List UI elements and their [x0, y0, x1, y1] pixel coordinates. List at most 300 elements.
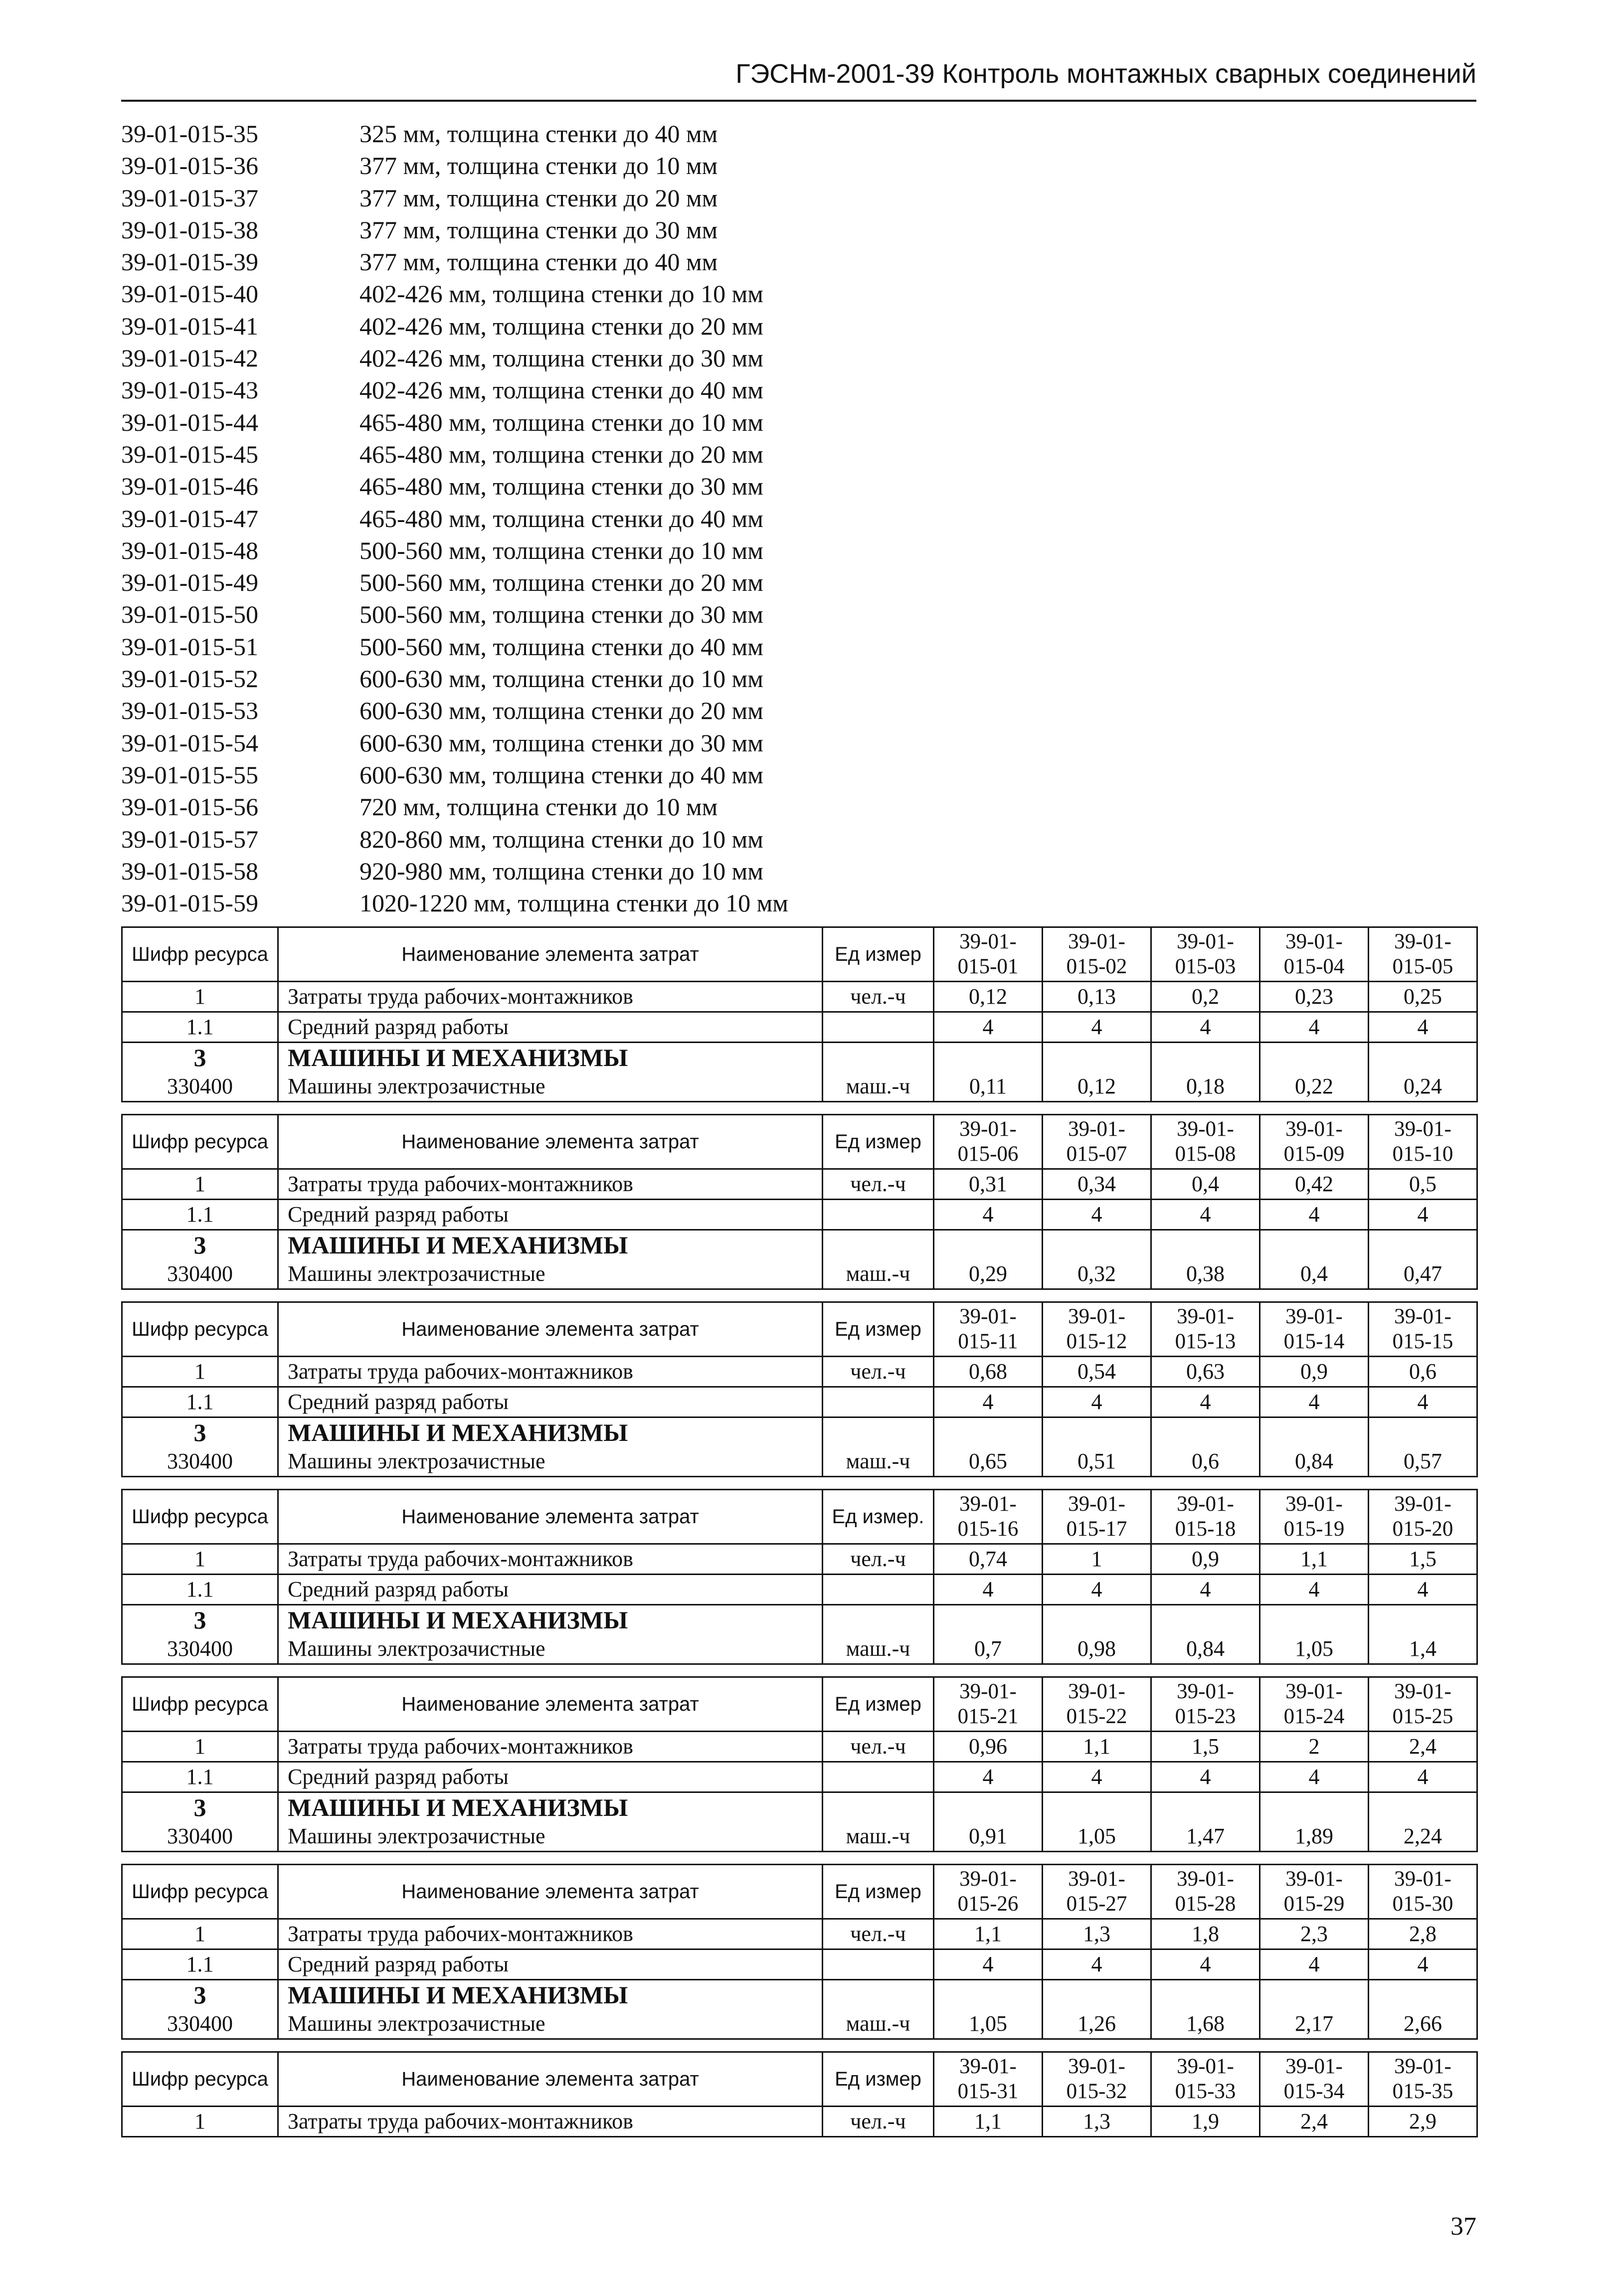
resource-unit — [823, 1762, 934, 1792]
norm-code-suffix: 015-24 — [1283, 1705, 1345, 1728]
resource-name: Средний разряд работы — [278, 1949, 823, 1980]
table-row-labor — [122, 982, 1477, 1012]
labor-value: 1,1 — [1260, 1544, 1369, 1575]
code-list-desc: 465-480 мм, толщина стенки до 30 мм — [359, 472, 763, 501]
table-row-machines-heading — [122, 1605, 1477, 1635]
code-list-item — [121, 246, 969, 278]
empty-cell — [823, 1417, 934, 1447]
labor-value: 1,9 — [1151, 2107, 1260, 2137]
col-header-norm-code — [1151, 927, 1260, 982]
code-list-code: 39-01-015-56 — [121, 793, 258, 821]
machine-value: 0,22 — [1260, 1072, 1369, 1102]
col-header-norm-code — [934, 1490, 1043, 1544]
col-header-unit: Ед измер — [823, 1302, 934, 1357]
grade-value: 4 — [1369, 1949, 1477, 1980]
col-header-norm-code — [934, 1865, 1043, 1919]
grade-value: 4 — [1369, 1762, 1477, 1792]
machine-value: 0,98 — [1043, 1634, 1151, 1664]
code-list-code: 39-01-015-37 — [121, 183, 258, 212]
empty-cell — [1043, 1980, 1151, 2010]
col-header-code: Шифр ресурса — [122, 927, 278, 982]
norm-code-prefix: 39-01- — [1177, 1305, 1234, 1328]
resource-code: 1.1 — [122, 1200, 278, 1230]
col-header-name: Наименование элемента затрат — [278, 2052, 823, 2107]
machine-value: 0,57 — [1369, 1447, 1477, 1477]
empty-cell — [934, 1605, 1043, 1635]
running-header — [121, 54, 1476, 102]
col-header-norm-code — [1151, 1115, 1260, 1169]
code-list-item — [121, 406, 969, 438]
code-list-item — [121, 182, 969, 214]
labor-value: 0,5 — [1369, 1169, 1477, 1200]
machine-value: 1,05 — [934, 2009, 1043, 2039]
code-list-item — [121, 118, 969, 150]
empty-cell — [1260, 1043, 1369, 1072]
resource-name: Машины электрозачистные — [278, 2009, 823, 2039]
norm-code-suffix: 015-34 — [1283, 2080, 1345, 2103]
table-row-labor — [122, 1919, 1477, 1949]
running-header-title: ГЭСНм-2001-39 Контроль монтажных сварных соединений — [735, 59, 1476, 89]
norm-code-suffix: 015-31 — [957, 2080, 1019, 2103]
resource-name: Средний разряд работы — [278, 1575, 823, 1605]
machine-value: 0,84 — [1260, 1447, 1369, 1477]
col-header-norm-code — [934, 2052, 1043, 2107]
empty-cell — [934, 1230, 1043, 1260]
norm-code-suffix: 015-27 — [1066, 1892, 1127, 1916]
table-row-grade — [122, 1575, 1477, 1605]
code-list-desc: 600-630 мм, толщина стенки до 40 мм — [359, 760, 763, 789]
table-row-labor — [122, 1544, 1477, 1575]
norm-code-prefix: 39-01- — [959, 1867, 1017, 1891]
code-list-item — [121, 503, 969, 534]
resource-name: Машины электрозачистные — [278, 1259, 823, 1289]
resource-code: 330400 — [122, 1259, 278, 1289]
code-list-item — [121, 374, 969, 406]
machine-value: 0,18 — [1151, 1072, 1260, 1102]
code-list-item — [121, 727, 969, 759]
resource-unit: маш.-ч — [823, 1447, 934, 1477]
code-list-code: 39-01-015-51 — [121, 632, 258, 661]
col-header-unit: Ед измер — [823, 1865, 934, 1919]
grade-value: 4 — [934, 1949, 1043, 1980]
table-row-machines — [122, 1447, 1477, 1477]
grade-value: 4 — [1151, 1575, 1260, 1605]
norm-code-prefix: 39-01- — [1068, 1305, 1125, 1328]
empty-cell — [1151, 1043, 1260, 1072]
table-header-row — [122, 1677, 1477, 1732]
empty-cell — [1260, 1980, 1369, 2010]
code-list-code: 39-01-015-57 — [121, 825, 258, 853]
norm-code-prefix: 39-01- — [1285, 930, 1343, 953]
resource-unit: маш.-ч — [823, 2009, 934, 2039]
empty-cell — [934, 1043, 1043, 1072]
table-row-labor — [122, 1732, 1477, 1762]
machine-value: 1,89 — [1260, 1822, 1369, 1852]
resource-unit: маш.-ч — [823, 1634, 934, 1664]
norm-code-prefix: 39-01- — [1177, 1117, 1234, 1141]
code-list — [121, 118, 969, 919]
empty-cell — [1369, 1792, 1477, 1822]
resource-unit — [823, 1575, 934, 1605]
table-row-grade — [122, 1387, 1477, 1417]
empty-cell — [1369, 1043, 1477, 1072]
code-list-desc: 377 мм, толщина стенки до 20 мм — [359, 183, 718, 212]
code-list-code: 39-01-015-40 — [121, 280, 258, 308]
table-row-machines — [122, 1259, 1477, 1289]
norm-code-prefix: 39-01- — [1394, 1492, 1451, 1516]
resource-code: 1.1 — [122, 1575, 278, 1605]
col-header-norm-code — [934, 1302, 1043, 1357]
code-list-item — [121, 695, 969, 726]
labor-value: 0,9 — [1260, 1357, 1369, 1387]
code-list-code: 39-01-015-50 — [121, 600, 258, 629]
col-header-unit: Ед измер — [823, 1677, 934, 1732]
table-row-labor — [122, 1169, 1477, 1200]
machine-value: 0,6 — [1151, 1447, 1260, 1477]
labor-value: 0,74 — [934, 1544, 1043, 1575]
resource-name: Средний разряд работы — [278, 1012, 823, 1043]
norm-code-prefix: 39-01- — [959, 1680, 1017, 1703]
labor-value: 1,1 — [1043, 1732, 1151, 1762]
norm-code-prefix: 39-01- — [1394, 1117, 1451, 1141]
table-row-machines — [122, 1634, 1477, 1664]
norm-code-prefix: 39-01- — [959, 1117, 1017, 1141]
resource-code: 330400 — [122, 1822, 278, 1852]
code-list-item — [121, 855, 969, 887]
col-header-norm-code — [1369, 1490, 1477, 1544]
empty-cell — [823, 1230, 934, 1260]
table-header-row — [122, 1115, 1477, 1169]
col-header-norm-code — [1260, 927, 1369, 982]
table-row-grade — [122, 1762, 1477, 1792]
norm-code-prefix: 39-01- — [1285, 1680, 1343, 1703]
col-header-norm-code — [1260, 2052, 1369, 2107]
resource-code: 1 — [122, 1544, 278, 1575]
grade-value: 4 — [1043, 1762, 1151, 1792]
resource-name: Затраты труда рабочих-монтажников — [278, 2107, 823, 2137]
col-header-code: Шифр ресурса — [122, 1115, 278, 1169]
grade-value: 4 — [1151, 1200, 1260, 1230]
norm-code-prefix: 39-01- — [959, 1305, 1017, 1328]
machine-value: 0,32 — [1043, 1259, 1151, 1289]
norm-code-prefix: 39-01- — [959, 2055, 1017, 2078]
machine-value: 0,7 — [934, 1634, 1043, 1664]
col-header-name: Наименование элемента затрат — [278, 1115, 823, 1169]
grade-value: 4 — [1043, 1949, 1151, 1980]
norm-code-suffix: 015-21 — [957, 1705, 1019, 1728]
empty-cell — [1043, 1230, 1151, 1260]
col-header-unit: Ед измер — [823, 1115, 934, 1169]
norm-table — [121, 1489, 1478, 1665]
labor-value: 0,2 — [1151, 982, 1260, 1012]
code-list-desc: 465-480 мм, толщина стенки до 20 мм — [359, 440, 763, 468]
norm-table — [121, 1114, 1478, 1290]
table-row-machines-heading — [122, 1792, 1477, 1822]
norm-code-suffix: 015-25 — [1392, 1705, 1453, 1728]
empty-cell — [1369, 1605, 1477, 1635]
grade-value: 4 — [1151, 1762, 1260, 1792]
col-header-name: Наименование элемента затрат — [278, 1302, 823, 1357]
grade-value: 4 — [1369, 1012, 1477, 1043]
norm-code-suffix: 015-13 — [1175, 1330, 1236, 1353]
code-list-desc: 920-980 мм, толщина стенки до 10 мм — [359, 857, 763, 885]
machine-value: 0,38 — [1151, 1259, 1260, 1289]
col-header-code: Шифр ресурса — [122, 2052, 278, 2107]
code-list-desc: 500-560 мм, толщина стенки до 30 мм — [359, 600, 763, 629]
code-list-item — [121, 534, 969, 566]
machine-value: 0,24 — [1369, 1072, 1477, 1102]
col-header-unit: Ед измер. — [823, 1490, 934, 1544]
grade-value: 4 — [1260, 1012, 1369, 1043]
code-list-desc: 465-480 мм, толщина стенки до 10 мм — [359, 408, 763, 436]
resource-name: Затраты труда рабочих-монтажников — [278, 1732, 823, 1762]
code-list-desc: 465-480 мм, толщина стенки до 40 мм — [359, 504, 763, 532]
norm-code-suffix: 015-20 — [1392, 1517, 1453, 1541]
machine-value: 0,91 — [934, 1822, 1043, 1852]
labor-value: 1,1 — [934, 2107, 1043, 2137]
resource-unit — [823, 1949, 934, 1980]
norm-code-suffix: 015-35 — [1392, 2080, 1453, 2103]
code-list-desc: 500-560 мм, толщина стенки до 20 мм — [359, 568, 763, 597]
grade-value: 4 — [1369, 1575, 1477, 1605]
empty-cell — [1043, 1417, 1151, 1447]
code-list-desc: 402-426 мм, толщина стенки до 20 мм — [359, 312, 763, 340]
labor-value: 0,4 — [1151, 1169, 1260, 1200]
col-header-norm-code — [1369, 1302, 1477, 1357]
labor-value: 0,9 — [1151, 1544, 1260, 1575]
code-list-item — [121, 887, 969, 919]
resource-code: 3 — [122, 1980, 278, 2010]
norm-code-prefix: 39-01- — [1068, 1680, 1125, 1703]
table-header-row — [122, 2052, 1477, 2107]
resource-unit: чел.-ч — [823, 1544, 934, 1575]
code-list-code: 39-01-015-52 — [121, 665, 258, 693]
code-list-item — [121, 631, 969, 663]
grade-value: 4 — [1043, 1387, 1151, 1417]
code-list-item — [121, 823, 969, 855]
grade-value: 4 — [1369, 1387, 1477, 1417]
norm-code-prefix: 39-01- — [1285, 2055, 1343, 2078]
grade-value: 4 — [934, 1762, 1043, 1792]
resource-name: Машины электрозачистные — [278, 1634, 823, 1664]
table-row-machines-heading — [122, 1417, 1477, 1447]
resource-unit: чел.-ч — [823, 982, 934, 1012]
col-header-norm-code — [1260, 1302, 1369, 1357]
resource-unit: маш.-ч — [823, 1072, 934, 1102]
norm-code-prefix: 39-01- — [1394, 1305, 1451, 1328]
col-header-norm-code — [1151, 1490, 1260, 1544]
col-header-norm-code — [1151, 1677, 1260, 1732]
labor-value: 0,54 — [1043, 1357, 1151, 1387]
norm-code-suffix: 015-02 — [1066, 955, 1127, 978]
col-header-unit: Ед измер — [823, 2052, 934, 2107]
code-list-code: 39-01-015-44 — [121, 408, 258, 436]
norm-code-suffix: 015-06 — [957, 1142, 1019, 1166]
code-list-code: 39-01-015-53 — [121, 697, 258, 725]
table-row-machines — [122, 1822, 1477, 1852]
resource-code: 1.1 — [122, 1949, 278, 1980]
col-header-norm-code — [934, 927, 1043, 982]
code-list-code: 39-01-015-46 — [121, 472, 258, 501]
resource-code: 1.1 — [122, 1012, 278, 1043]
col-header-norm-code — [1043, 1677, 1151, 1732]
norm-code-suffix: 015-19 — [1283, 1517, 1345, 1541]
col-header-code: Шифр ресурса — [122, 1677, 278, 1732]
grade-value: 4 — [1043, 1575, 1151, 1605]
norm-code-prefix: 39-01- — [1068, 1492, 1125, 1516]
resource-unit: чел.-ч — [823, 2107, 934, 2137]
grade-value: 4 — [1260, 1387, 1369, 1417]
code-list-code: 39-01-015-54 — [121, 728, 258, 757]
norm-code-suffix: 015-03 — [1175, 955, 1236, 978]
resource-unit: чел.-ч — [823, 1919, 934, 1949]
norm-code-suffix: 015-26 — [957, 1892, 1019, 1916]
col-header-norm-code — [1043, 1115, 1151, 1169]
page-number: 37 — [1450, 2212, 1476, 2241]
resource-name: Средний разряд работы — [278, 1387, 823, 1417]
code-list-desc: 1020-1220 мм, толщина стенки до 10 мм — [359, 889, 788, 917]
empty-cell — [1369, 1417, 1477, 1447]
norm-code-suffix: 015-16 — [957, 1517, 1019, 1541]
empty-cell — [1151, 1230, 1260, 1260]
code-list-code: 39-01-015-58 — [121, 857, 258, 885]
resource-unit: чел.-ч — [823, 1169, 934, 1200]
resource-code: 1.1 — [122, 1762, 278, 1792]
code-list-code: 39-01-015-55 — [121, 760, 258, 789]
machine-value: 1,68 — [1151, 2009, 1260, 2039]
grade-value: 4 — [934, 1575, 1043, 1605]
empty-cell — [934, 1417, 1043, 1447]
resource-name: Затраты труда рабочих-монтажников — [278, 982, 823, 1012]
col-header-code: Шифр ресурса — [122, 1865, 278, 1919]
grade-value: 4 — [1260, 1575, 1369, 1605]
col-header-code: Шифр ресурса — [122, 1302, 278, 1357]
code-list-item — [121, 310, 969, 342]
machine-value: 1,05 — [1260, 1634, 1369, 1664]
labor-value: 0,42 — [1260, 1169, 1369, 1200]
resource-name: Машины электрозачистные — [278, 1072, 823, 1102]
code-list-code: 39-01-015-42 — [121, 344, 258, 372]
norm-code-prefix: 39-01- — [1394, 2055, 1451, 2078]
table-row-machines-heading — [122, 1230, 1477, 1260]
code-list-code: 39-01-015-59 — [121, 889, 258, 917]
resource-code: 3 — [122, 1605, 278, 1635]
labor-value: 2,4 — [1260, 2107, 1369, 2137]
col-header-norm-code — [1043, 1865, 1151, 1919]
code-list-desc: 500-560 мм, толщина стенки до 40 мм — [359, 632, 763, 661]
labor-value: 2,4 — [1369, 1732, 1477, 1762]
empty-cell — [1369, 1230, 1477, 1260]
resource-unit: чел.-ч — [823, 1357, 934, 1387]
code-list-desc: 720 мм, толщина стенки до 10 мм — [359, 793, 718, 821]
labor-value: 1,1 — [934, 1919, 1043, 1949]
code-list-desc: 377 мм, толщина стенки до 30 мм — [359, 215, 718, 244]
col-header-norm-code — [1043, 927, 1151, 982]
col-header-unit: Ед измер — [823, 927, 934, 982]
machine-value: 0,4 — [1260, 1259, 1369, 1289]
machine-value: 1,47 — [1151, 1822, 1260, 1852]
norm-code-prefix: 39-01- — [959, 1492, 1017, 1516]
norm-code-suffix: 015-33 — [1175, 2080, 1236, 2103]
grade-value: 4 — [1260, 1762, 1369, 1792]
code-list-desc: 377 мм, толщина стенки до 10 мм — [359, 152, 718, 180]
resource-name: Затраты труда рабочих-монтажников — [278, 1357, 823, 1387]
section-heading: МАШИНЫ И МЕХАНИЗМЫ — [278, 1792, 823, 1822]
code-list-item — [121, 438, 969, 470]
empty-cell — [1043, 1792, 1151, 1822]
labor-value: 0,6 — [1369, 1357, 1477, 1387]
col-header-norm-code — [1369, 1865, 1477, 1919]
norm-code-prefix: 39-01- — [1394, 930, 1451, 953]
machine-value: 0,11 — [934, 1072, 1043, 1102]
col-header-name: Наименование элемента затрат — [278, 927, 823, 982]
norm-code-prefix: 39-01- — [1177, 1867, 1234, 1891]
section-heading: МАШИНЫ И МЕХАНИЗМЫ — [278, 1605, 823, 1635]
grade-value: 4 — [1151, 1949, 1260, 1980]
code-list-code: 39-01-015-41 — [121, 312, 258, 340]
labor-value: 1,8 — [1151, 1919, 1260, 1949]
col-header-norm-code — [1043, 1302, 1151, 1357]
norm-table — [121, 2051, 1478, 2137]
norm-code-prefix: 39-01- — [959, 930, 1017, 953]
machine-value: 0,29 — [934, 1259, 1043, 1289]
norm-code-prefix: 39-01- — [1177, 930, 1234, 953]
code-list-item — [121, 278, 969, 310]
labor-value: 0,25 — [1369, 982, 1477, 1012]
resource-code: 330400 — [122, 1634, 278, 1664]
norm-code-suffix: 015-05 — [1392, 955, 1453, 978]
col-header-norm-code — [934, 1677, 1043, 1732]
grade-value: 4 — [934, 1012, 1043, 1043]
norm-code-prefix: 39-01- — [1177, 2055, 1234, 2078]
machine-value: 0,47 — [1369, 1259, 1477, 1289]
machine-value: 1,4 — [1369, 1634, 1477, 1664]
empty-cell — [1043, 1043, 1151, 1072]
labor-value: 0,23 — [1260, 982, 1369, 1012]
norm-code-prefix: 39-01- — [1068, 1867, 1125, 1891]
col-header-norm-code — [1043, 2052, 1151, 2107]
norm-code-prefix: 39-01- — [1068, 2055, 1125, 2078]
code-list-code: 39-01-015-39 — [121, 248, 258, 276]
labor-value: 1,3 — [1043, 1919, 1151, 1949]
empty-cell — [1043, 1605, 1151, 1635]
norm-code-prefix: 39-01- — [1285, 1492, 1343, 1516]
machine-value: 1,05 — [1043, 1822, 1151, 1852]
grade-value: 4 — [1260, 1200, 1369, 1230]
empty-cell — [934, 1792, 1043, 1822]
code-list-desc: 600-630 мм, толщина стенки до 30 мм — [359, 728, 763, 757]
resource-code: 1 — [122, 982, 278, 1012]
code-list-desc: 377 мм, толщина стенки до 40 мм — [359, 248, 718, 276]
machine-value: 0,65 — [934, 1447, 1043, 1477]
norm-code-prefix: 39-01- — [1068, 1117, 1125, 1141]
col-header-code: Шифр ресурса — [122, 1490, 278, 1544]
norm-table — [121, 926, 1478, 1102]
labor-value: 0,68 — [934, 1357, 1043, 1387]
machine-value: 2,17 — [1260, 2009, 1369, 2039]
machine-value: 1,26 — [1043, 2009, 1151, 2039]
norm-code-suffix: 015-29 — [1283, 1892, 1345, 1916]
norm-code-suffix: 015-14 — [1283, 1330, 1345, 1353]
labor-value: 1,5 — [1369, 1544, 1477, 1575]
resource-code: 3 — [122, 1043, 278, 1072]
col-header-norm-code — [1151, 1865, 1260, 1919]
labor-value: 1 — [1043, 1544, 1151, 1575]
norm-code-suffix: 015-04 — [1283, 955, 1345, 978]
empty-cell — [1151, 1792, 1260, 1822]
code-list-desc: 820-860 мм, толщина стенки до 10 мм — [359, 825, 763, 853]
grade-value: 4 — [1043, 1200, 1151, 1230]
